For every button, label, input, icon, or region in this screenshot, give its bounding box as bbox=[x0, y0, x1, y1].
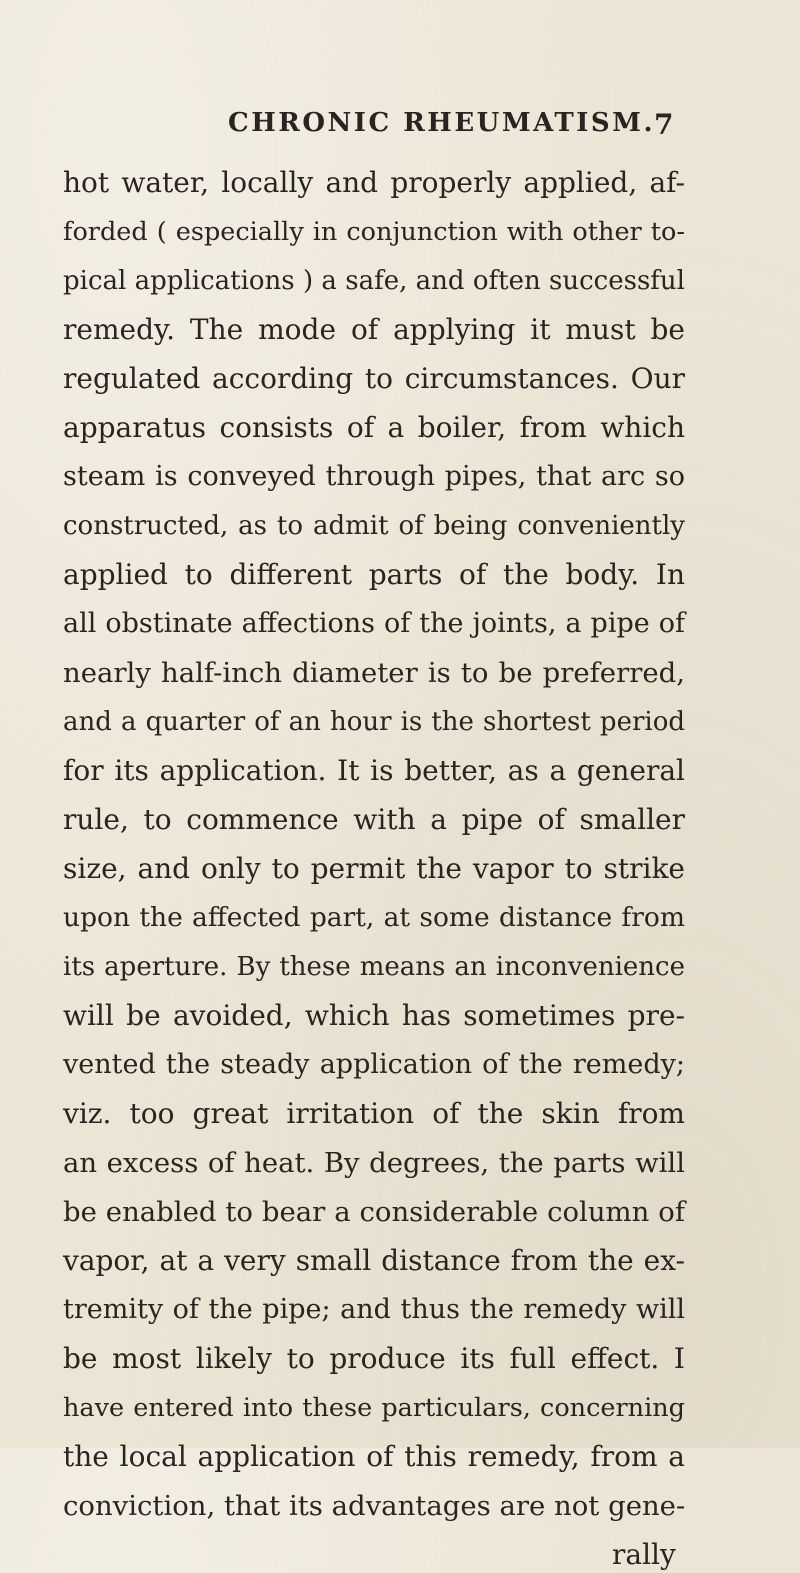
text-line: be enabled to bear a considerable column of bbox=[63, 1196, 685, 1228]
text-line: constructed, as to admit of being conveniently bbox=[63, 511, 685, 541]
text-line: and a quarter of an hour is the shortest period bbox=[63, 707, 685, 737]
text-line: size, and only to permit the vapor to strike bbox=[63, 852, 685, 885]
text-line: viz. too great irritation of the skin from bbox=[63, 1097, 685, 1130]
text-line: rule, to commence with a pipe of smaller bbox=[63, 803, 685, 836]
text-line: upon the affected part, at some distance from bbox=[63, 902, 685, 933]
text-line: applied to different parts of the body. In bbox=[63, 558, 685, 591]
text-line: for its application. It is better, as a general bbox=[63, 754, 685, 787]
text-line: vented the steady application of the remedy; bbox=[63, 1049, 685, 1080]
catchword: rally bbox=[612, 1538, 676, 1571]
text-line: all obstinate affections of the joints, a pipe of bbox=[63, 608, 685, 639]
text-line: the local application of this remedy, from a bbox=[63, 1440, 685, 1473]
text-line: vapor, at a very small distance from the ex- bbox=[63, 1244, 685, 1277]
text-line: regulated according to circumstances. Our bbox=[63, 362, 685, 395]
running-head bbox=[0, 108, 800, 148]
text-line: its aperture. By these means an inconvenience bbox=[63, 952, 685, 982]
page-number: 7 bbox=[654, 108, 674, 141]
text-line: be most likely to produce its full effect. I bbox=[63, 1342, 685, 1375]
text-line: hot water, locally and properly applied, af- bbox=[63, 166, 685, 199]
text-line: tremity of the pipe; and thus the remedy will bbox=[63, 1294, 685, 1325]
text-line: remedy. The mode of applying it must be bbox=[63, 313, 685, 346]
text-line: conviction, that its advantages are not gene- bbox=[63, 1490, 686, 1522]
text-line: pical applications ) a safe, and often successful bbox=[63, 266, 685, 296]
text-line: steam is conveyed through pipes, that arc so bbox=[63, 461, 685, 492]
text-line: forded ( especially in conjunction with other to- bbox=[63, 217, 685, 247]
text-line: an excess of heat. By degrees, the parts will bbox=[63, 1147, 685, 1179]
text-line: nearly half-inch diameter is to be preferred, bbox=[63, 657, 685, 689]
text-line: apparatus consists of a boiler, from which bbox=[63, 411, 685, 444]
text-line: have entered into these particulars, concerning bbox=[63, 1393, 685, 1423]
running-title: CHRONIC RHEUMATISM. bbox=[228, 108, 656, 138]
text-line: will be avoided, which has sometimes pre- bbox=[63, 999, 685, 1032]
